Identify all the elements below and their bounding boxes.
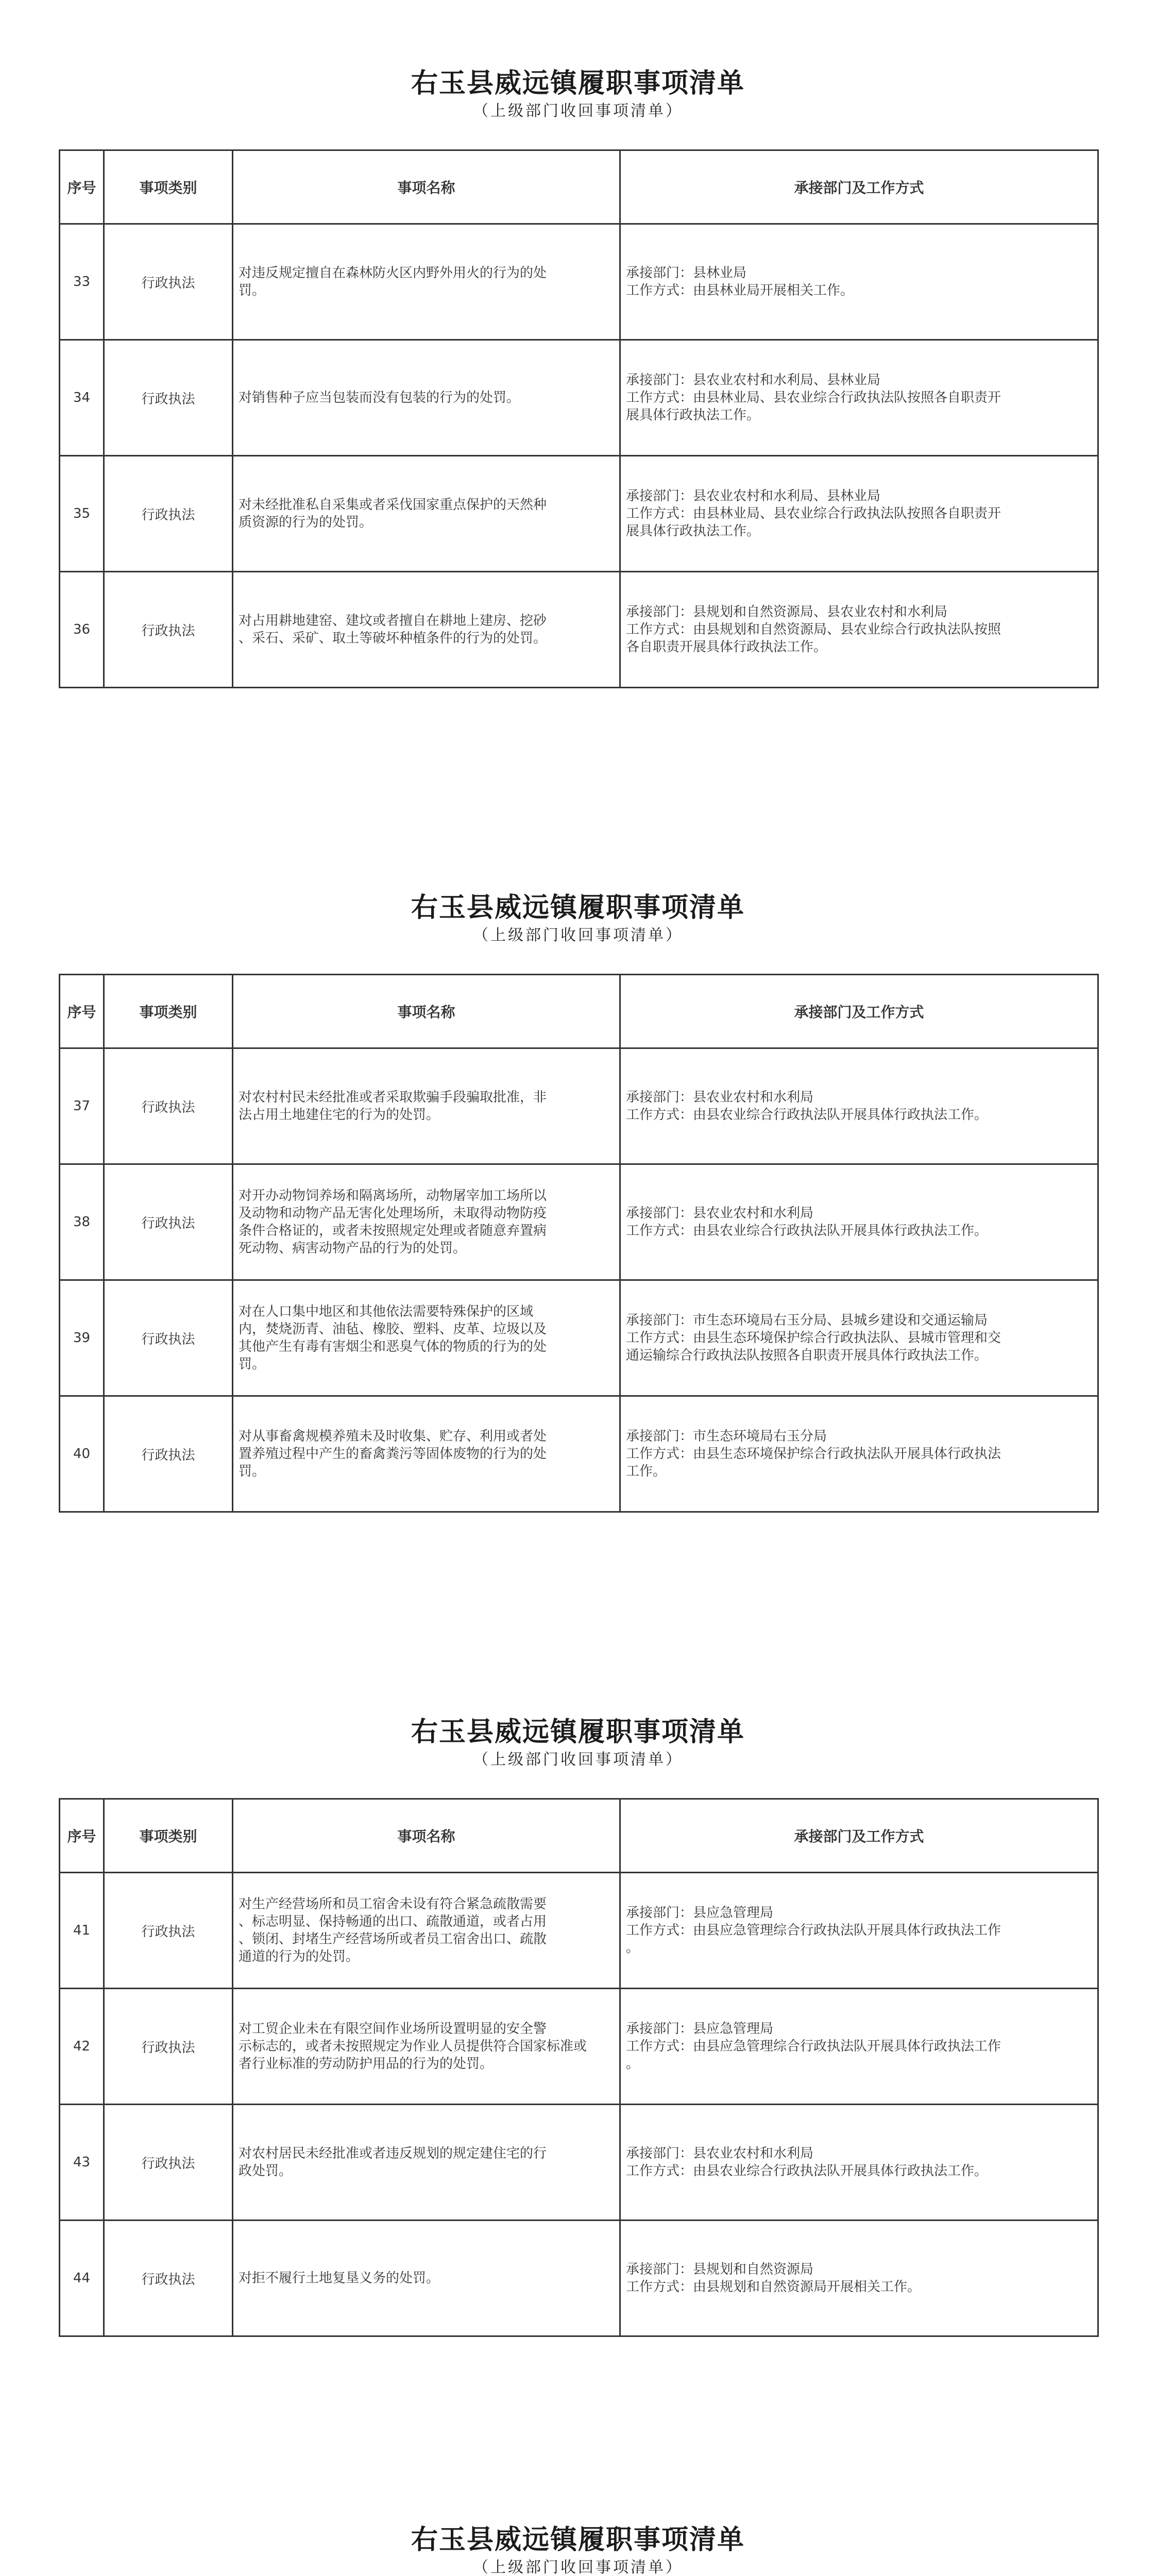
item-name-line: 对销售种子应当包装而没有包装的行为的处罚。 <box>239 390 520 405</box>
table-row <box>60 1048 1098 1164</box>
row-category: 行政执法 <box>104 340 233 456</box>
row-item-name <box>233 1873 620 1989</box>
department-line: 。 <box>626 1940 640 1956</box>
department-line: 工作方式：由县生态环境保护综合行政执法队开展具体行政执法 <box>626 1446 1001 1462</box>
header-category: 事项类别 <box>104 150 233 224</box>
row-category: 行政执法 <box>104 456 233 572</box>
department-line: 承接部门：县农业农村和水利局 <box>626 1090 814 1105</box>
row-department <box>620 340 1098 456</box>
row-category: 行政执法 <box>104 1280 233 1396</box>
row-number: 38 <box>60 1164 104 1280</box>
row-department <box>620 572 1098 688</box>
table-row <box>60 224 1098 340</box>
row-category: 行政执法 <box>104 1396 233 1512</box>
row-number: 44 <box>60 2221 104 2336</box>
row-number: 36 <box>60 572 104 688</box>
department-line: 工作方式：由县林业局、县农业综合行政执法队按照各自职责开 <box>626 506 1001 521</box>
item-name-line: 对农村居民未经批准或者违反规划的规定建住宅的行 <box>239 2146 547 2161</box>
row-department <box>620 2105 1098 2221</box>
list-section-2 <box>0 891 1156 946</box>
page-subtitle: （上级部门收回事项清单） <box>473 102 683 120</box>
item-name-line: 、标志明显、保持畅通的出口、疏散通道，或者占用 <box>239 1914 547 1929</box>
page-title: 右玉县威远镇履职事项清单 <box>411 67 745 99</box>
duty-table-3 <box>59 1798 1099 2337</box>
header-number: 序号 <box>60 1799 104 1873</box>
item-name-line: 、锁闭、封堵生产经营场所或者员工宿舍出口、疏散 <box>239 1931 547 1947</box>
department-line: 工作方式：由县林业局、县农业综合行政执法队按照各自职责开 <box>626 390 1001 405</box>
row-category: 行政执法 <box>104 2221 233 2336</box>
department-line: 工作方式：由县生态环境保护综合行政执法队、县城市管理和交 <box>626 1330 1001 1346</box>
row-category: 行政执法 <box>104 1048 233 1164</box>
row-item-name <box>233 2221 620 2336</box>
department-line: 工作方式：由县农业综合行政执法队开展具体行政执法工作。 <box>626 1107 988 1123</box>
header-category: 事项类别 <box>104 975 233 1048</box>
item-name-line: 其他产生有毒有害烟尘和恶臭气体的物质的行为的处 <box>239 1339 547 1354</box>
list-section-1 <box>0 67 1156 122</box>
item-name-line: 通道的行为的处罚。 <box>239 1949 360 1964</box>
row-item-name <box>233 1396 620 1512</box>
row-number: 34 <box>60 340 104 456</box>
row-item-name <box>233 1989 620 2105</box>
header-category: 事项类别 <box>104 1799 233 1873</box>
table-row <box>60 2105 1098 2221</box>
department-line: 工作方式：由县应急管理综合行政执法队开展具体行政执法工作 <box>626 1923 1001 1938</box>
row-department <box>620 1396 1098 1512</box>
row-number: 35 <box>60 456 104 572</box>
department-line: 承接部门：市生态环境局右玉分局 <box>626 1429 827 1444</box>
table-row <box>60 2221 1098 2336</box>
item-name-line: 罚。 <box>239 1357 266 1372</box>
item-name-line: 法占用土地建住宅的行为的处罚。 <box>239 1107 440 1123</box>
table-header-row <box>60 1799 1098 1873</box>
item-name-line: 质资源的行为的处罚。 <box>239 515 373 530</box>
row-item-name <box>233 456 620 572</box>
duty-table-2 <box>59 974 1099 1513</box>
header-number: 序号 <box>60 975 104 1048</box>
row-category: 行政执法 <box>104 2105 233 2221</box>
row-item-name <box>233 572 620 688</box>
department-line: 承接部门：县农业农村和水利局、县林业局 <box>626 372 881 388</box>
row-department <box>620 1280 1098 1396</box>
list-section-4 <box>0 2523 1156 2576</box>
row-department <box>620 224 1098 340</box>
row-department <box>620 1164 1098 1280</box>
item-name-line: 对违反规定擅自在森林防火区内野外用火的行为的处 <box>239 265 547 281</box>
row-category: 行政执法 <box>104 224 233 340</box>
item-name-line: 对拒不履行土地复垦义务的处罚。 <box>239 2270 440 2286</box>
department-line: 承接部门：县应急管理局 <box>626 2021 774 2037</box>
item-name-line: 死动物、病害动物产品的行为的处罚。 <box>239 1241 467 1256</box>
department-line: 工作方式：由县林业局开展相关工作。 <box>626 283 854 298</box>
list-section-3 <box>0 1716 1156 1770</box>
row-number: 37 <box>60 1048 104 1164</box>
row-department <box>620 2221 1098 2336</box>
table-row <box>60 340 1098 456</box>
table-row <box>60 572 1098 688</box>
header-department: 承接部门及工作方式 <box>620 1799 1098 1873</box>
department-line: 承接部门：县农业农村和水利局 <box>626 2146 814 2161</box>
row-category: 行政执法 <box>104 572 233 688</box>
page-subtitle: （上级部门收回事项清单） <box>473 926 683 944</box>
row-category: 行政执法 <box>104 1873 233 1989</box>
row-item-name <box>233 1164 620 1280</box>
item-name-line: 对工贸企业未在有限空间作业场所设置明显的安全警 <box>239 2021 547 2037</box>
header-item-name: 事项名称 <box>233 975 620 1048</box>
row-department <box>620 1873 1098 1989</box>
table-header-row <box>60 150 1098 224</box>
department-line: 工作方式：由县农业综合行政执法队开展具体行政执法工作。 <box>626 1223 988 1239</box>
table-row <box>60 1873 1098 1989</box>
page-title: 右玉县威远镇履职事项清单 <box>411 2524 745 2555</box>
row-item-name <box>233 1280 620 1396</box>
row-number: 43 <box>60 2105 104 2221</box>
department-line: 工作。 <box>626 1464 667 1479</box>
table-row <box>60 1989 1098 2105</box>
row-number: 41 <box>60 1873 104 1989</box>
item-name-line: 置养殖过程中产生的畜禽粪污等固体废物的行为的处 <box>239 1446 547 1462</box>
item-name-line: 对农村村民未经批准或者采取欺骗手段骗取批准，非 <box>239 1090 547 1105</box>
row-department <box>620 1989 1098 2105</box>
item-name-line: 对从事畜禽规模养殖未及时收集、贮存、利用或者处 <box>239 1429 547 1444</box>
table-row <box>60 1164 1098 1280</box>
row-item-name <box>233 340 620 456</box>
item-name-line: 政处罚。 <box>239 2163 293 2179</box>
row-number: 33 <box>60 224 104 340</box>
department-line: 承接部门：县规划和自然资源局、县农业农村和水利局 <box>626 604 948 620</box>
item-name-line: 对在人口集中地区和其他依法需要特殊保护的区域 <box>239 1304 534 1319</box>
row-item-name <box>233 2105 620 2221</box>
duty-table-1 <box>59 149 1099 688</box>
department-line: 承接部门：县农业农村和水利局、县林业局 <box>626 488 881 504</box>
item-name-line: 罚。 <box>239 283 266 298</box>
table-row <box>60 1396 1098 1512</box>
item-name-line: 对开办动物饲养场和隔离场所，动物屠宰加工场所以 <box>239 1188 547 1204</box>
header-item-name: 事项名称 <box>233 1799 620 1873</box>
department-line: 各自职责开展具体行政执法工作。 <box>626 639 827 655</box>
item-name-line: 对生产经营场所和员工宿舍未设有符合紧急疏散需要 <box>239 1896 547 1912</box>
item-name-line: 内，焚烧沥青、油毡、橡胶、塑料、皮革、垃圾以及 <box>239 1321 547 1337</box>
header-number: 序号 <box>60 150 104 224</box>
row-number: 42 <box>60 1989 104 2105</box>
item-name-line: 罚。 <box>239 1464 266 1479</box>
department-line: 展具体行政执法工作。 <box>626 408 760 423</box>
department-line: 展具体行政执法工作。 <box>626 523 760 539</box>
page-subtitle: （上级部门收回事项清单） <box>473 2558 683 2576</box>
header-department: 承接部门及工作方式 <box>620 975 1098 1048</box>
department-line: 承接部门：县农业农村和水利局 <box>626 1206 814 1221</box>
row-category: 行政执法 <box>104 1989 233 2105</box>
item-name-line: 者行业标准的劳动防护用品的行为的处罚。 <box>239 2056 494 2072</box>
row-item-name <box>233 224 620 340</box>
department-line: 。 <box>626 2056 640 2072</box>
table-header-row <box>60 975 1098 1048</box>
page-subtitle: （上级部门收回事项清单） <box>473 1751 683 1769</box>
table-row <box>60 1280 1098 1396</box>
page-title: 右玉县威远镇履职事项清单 <box>411 892 745 923</box>
item-name-line: 示标志的，或者未按照规定为作业人员提供符合国家标准或 <box>239 2039 587 2054</box>
department-line: 承接部门：市生态环境局右玉分局、县城乡建设和交通运输局 <box>626 1313 988 1328</box>
department-line: 通运输综合行政执法队按照各自职责开展具体行政执法工作。 <box>626 1348 988 1363</box>
department-line: 承接部门：县规划和自然资源局 <box>626 2262 814 2277</box>
row-number: 39 <box>60 1280 104 1396</box>
item-name-line: 对未经批准私自采集或者采伐国家重点保护的天然种 <box>239 497 547 513</box>
table-row <box>60 456 1098 572</box>
row-department <box>620 456 1098 572</box>
row-item-name <box>233 1048 620 1164</box>
department-line: 工作方式：由县规划和自然资源局、县农业综合行政执法队按照 <box>626 622 1001 637</box>
row-number: 40 <box>60 1396 104 1512</box>
row-category: 行政执法 <box>104 1164 233 1280</box>
header-item-name: 事项名称 <box>233 150 620 224</box>
department-line: 工作方式：由县规划和自然资源局开展相关工作。 <box>626 2279 921 2295</box>
item-name-line: 及动物和动物产品无害化处理场所，未取得动物防疫 <box>239 1206 547 1221</box>
department-line: 承接部门：县林业局 <box>626 265 747 281</box>
page-title: 右玉县威远镇履职事项清单 <box>411 1716 745 1748</box>
item-name-line: 条件合格证的，或者未按照规定处理或者随意弃置病 <box>239 1223 547 1239</box>
item-name-line: 、采石、采矿、取土等破坏种植条件的行为的处罚。 <box>239 631 547 646</box>
item-name-line: 对占用耕地建窑、建坟或者擅自在耕地上建房、挖砂 <box>239 613 547 629</box>
row-department <box>620 1048 1098 1164</box>
header-department: 承接部门及工作方式 <box>620 150 1098 224</box>
department-line: 工作方式：由县应急管理综合行政执法队开展具体行政执法工作 <box>626 2039 1001 2054</box>
department-line: 承接部门：县应急管理局 <box>626 1905 774 1921</box>
department-line: 工作方式：由县农业综合行政执法队开展具体行政执法工作。 <box>626 2163 988 2179</box>
